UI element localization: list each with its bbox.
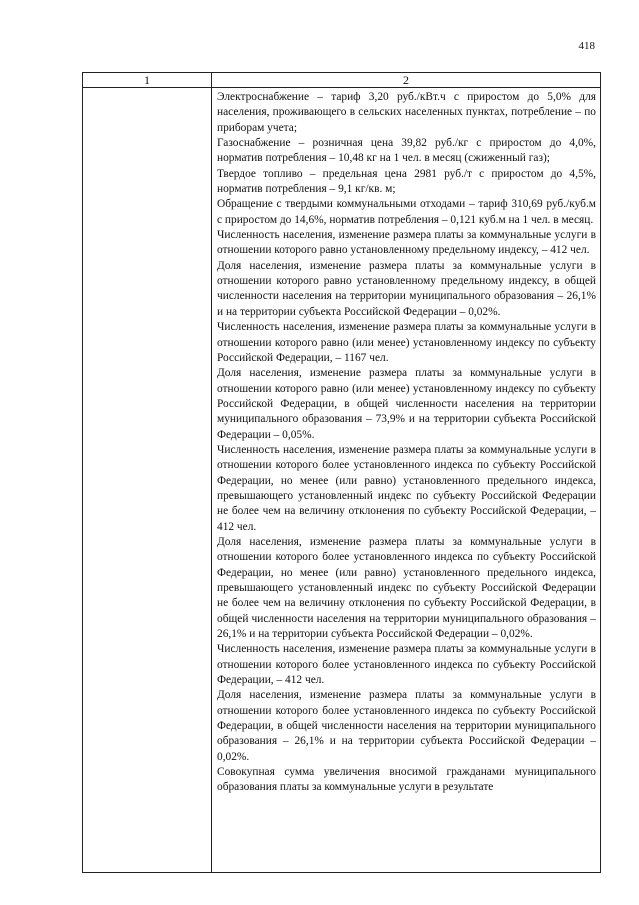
paragraph-solid-fuel: Твердое топливо – предельная цена 2981 руб./т с приростом до 4,5%, норматив потребления – 9,1 кг/кв. м; [217,167,596,196]
paragraph-share-equal-or-less: Доля населения, изменение размера платы за коммунальные услуги в отношении которого равно (или менее) установленному индексу по субъекту Российской Федерации, в общей численности населения на территории муниципального образования – 73,9% и на территории субъекта Российской Федерации – 0,05%. [217,367,596,441]
paragraph-total-sum: Совокупная сумма увеличения вносимой гражданами муниципального образования платы за коммунальные услуги в результате [217,766,596,794]
paragraph-population-more: Численность населения, изменение размера платы за коммунальные услуги в отношении которого более установленного индекса по субъекту Российской Федерации, – 412 чел. [217,643,596,687]
empty-cell-col-1 [83,88,212,873]
paragraph-population-above-index: Численность населения, изменение размера платы за коммунальные услуги в отношении которого более установленного индекса по субъекту Российской Федерации, но менее (или равно) установленного предельного индекса, превышающего установленный индекс по субъекту Российской Федерации не более чем на величину отклонения по субъекту Российской Федерации, – 412 чел. [217,443,596,533]
table-header-row [83,73,601,88]
paragraph-share-above-index: Доля населения, изменение размера платы за коммунальные услуги в отношении которого более установленного индекса по субъекту Российской Федерации, но менее (или равно) установленного предельного индекса, превышающего установленный индекс по субъекту Российской Федерации не более чем на величину отклонения по субъекту Российской Федерации, в общей численности населения на территории муниципального образования – 26,1% и на территории субъекта Российской Федерации – 0,02%. [217,535,596,641]
paragraph-solid-waste: Обращение с твердыми коммунальными отходами – тариф 310,69 руб./куб.м с приростом до 14,6%, норматив потребления – 0,121 куб.м на 1 чел. в месяц. [217,198,596,226]
paragraph-gas: Газоснабжение – розничная цена 39,82 руб./кг с приростом до 4,0%, норматив потребления – 10,48 кг на 1 чел. в месяц (сжиженный газ); [217,137,596,165]
paragraph-population-equal-or-less: Численность населения, изменение размера платы за коммунальные услуги в отношении которого равно (или менее) установленному индексу по субъекту Российской Федерации, – 1167 чел. [217,321,596,364]
paragraph-share-equal-limit: Доля населения, изменение размера платы за коммунальные услуги в отношении которого равно установленному предельному индексу, в общей численности населения на территории муниципального образования – 26,1% и на территории субъекта Российской Федерации – 0,02%. [217,259,596,318]
column-header-1: 1 [83,73,212,88]
text-cell-col-2 [212,88,601,873]
paragraph-share-more: Доля населения, изменение размера платы за коммунальные услуги в отношении которого более установленного индекса по субъекту Российской Федерации, в общей численности населения на территории муниципального образования – 26,1% и на территории субъекта Российской Федерации – 0,02%. [217,689,596,763]
column-header-2: 2 [212,73,601,88]
page-number: 418 [578,40,595,52]
table-row [83,88,601,873]
paragraph-electricity: Электроснабжение – тариф 3,20 руб./кВт.ч с приростом до 5,0% для населения, проживающего в сельских населенных пунктах, потребление – по приборам учета; [217,91,596,134]
paragraph-population-equal-limit: Численность населения, изменение размера платы за коммунальные услуги в отношении которого равно установленному предельному индексу, – 412 чел. [217,229,596,257]
document-table [82,72,601,873]
